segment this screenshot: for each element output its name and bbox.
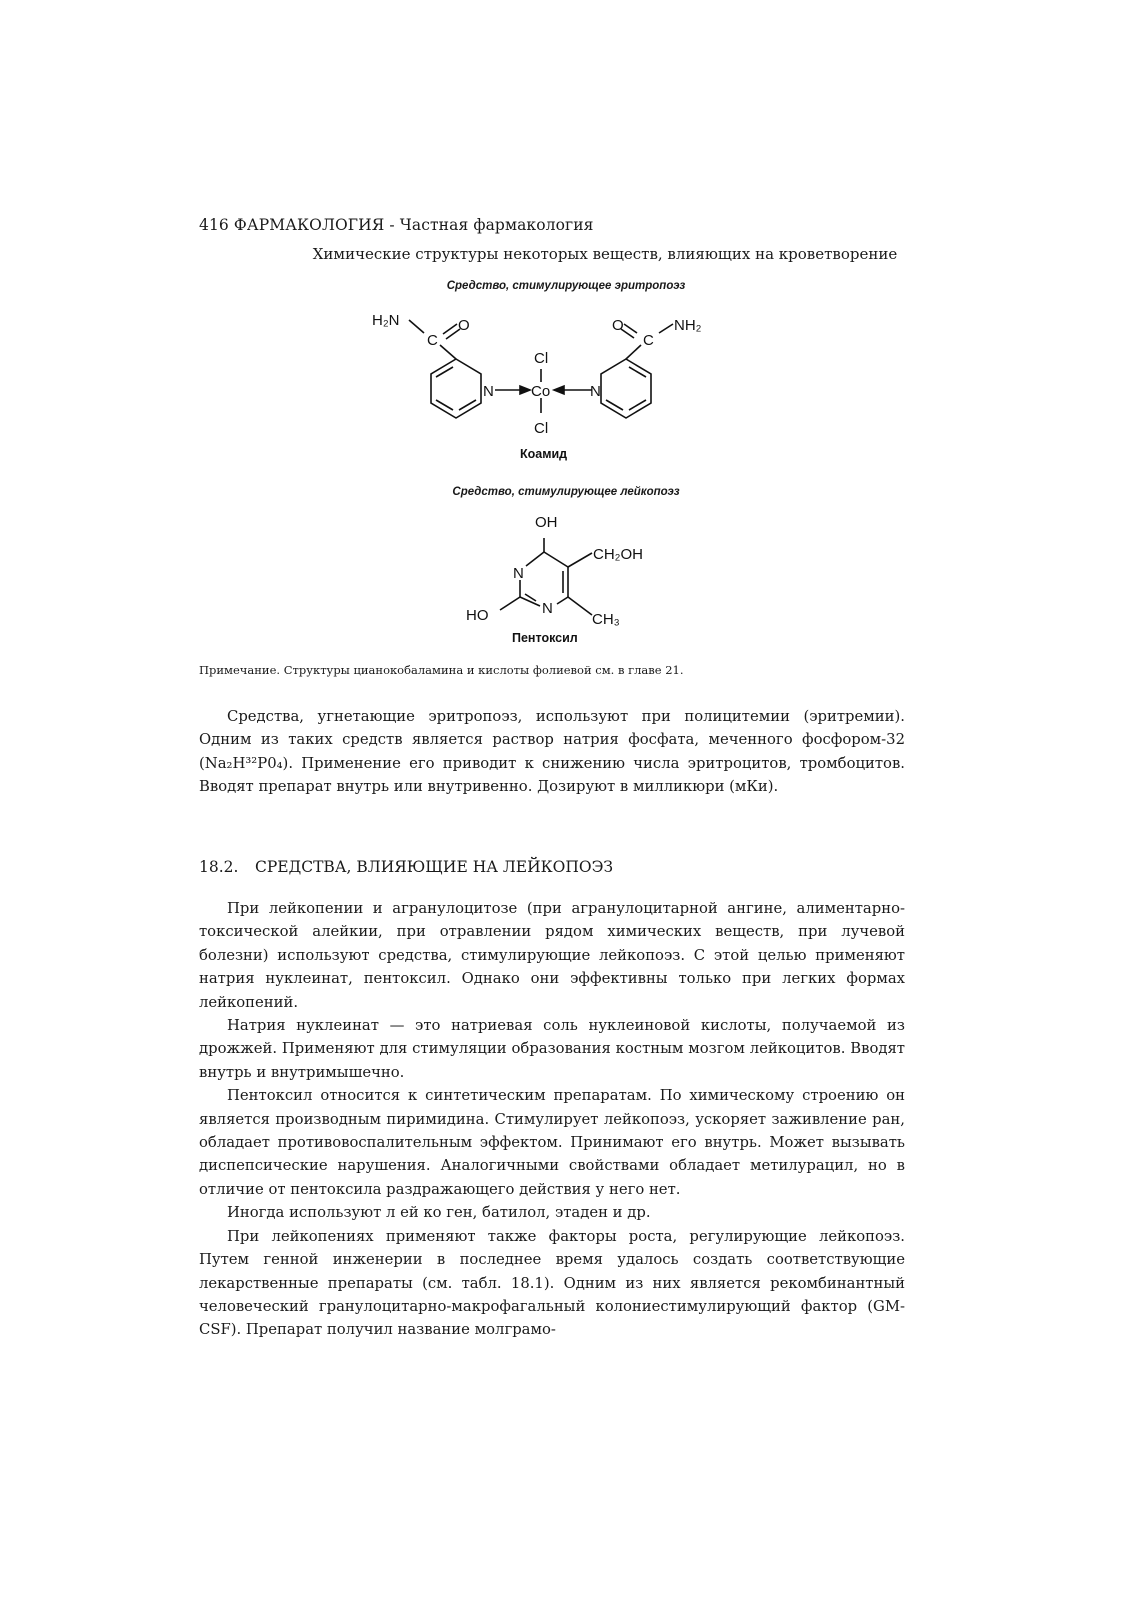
pentoxyl-name: Пентоксил [512, 631, 578, 645]
section-body [199, 897, 905, 1342]
nh2-label: NH₂ [674, 317, 702, 334]
paragraph: Средства, угнетающие эритропоэз, используют при полицитемии (эритремии). Одним из таких средств является раствор натрия фосфата, меченного фосфором-32 (Na₂H³²P0₄). Применение его приводит к снижению числа эритроцитов, тромбоцитов. Вводят препарат внутрь или внутривенно. Дозируют в милликюри (мКи). [199, 708, 905, 796]
n-left-label: N [483, 383, 494, 400]
c-right-label: C [643, 332, 654, 349]
ch3-label: CH₃ [592, 611, 620, 628]
page-header: 416 ФАРМАКОЛОГИЯ - Частная фармакология [199, 216, 594, 234]
paragraph-erythropoiesis [199, 705, 905, 799]
figure-note: Примечание. Структуры цианокобаламина и кислоты фолиевой см. в главе 21. [199, 663, 684, 677]
section-title: СРЕДСТВА, ВЛИЯЮЩИЕ НА ЛЕЙКОПОЭЗ [255, 858, 614, 876]
c-left-label: C [427, 332, 438, 349]
ho-label: HO [466, 607, 489, 624]
paragraph: При лейкопениях применяют также факторы роста, регулирующие лейкопоэз. Путем генной инженерии в последнее время удалось создать соответствующие лекарственные препараты (см. табл. 18.1). Одним из них является рекомбинантный человеческий гранулоцитарно-макрофагальный колониестимулирующий фактор (GM-CSF). Препарат получил название молграмо- [199, 1227, 905, 1339]
paragraph: При лейкопении и агранулоцитозе (при агранулоцитарной ангине, алиментарно-токсической алейкии, при отравлении рядом химических веществ, при лучевой болезни) используют средства, стимулирующие лейкопоэз. С этой целью применяют натрия нуклеинат, пентоксил. Однако они эффективны только при легких формах лейкопений. [199, 900, 905, 1011]
ch2oh-label: CH₂OH [593, 546, 643, 563]
coamide-name: Коамид [520, 447, 568, 461]
co-label: Co [531, 383, 551, 400]
cl-bottom-label: Cl [534, 420, 549, 437]
n-right-label: N [590, 383, 601, 400]
section-heading [199, 858, 613, 876]
section-number: 18.2. [199, 858, 239, 876]
cl-top-label: Cl [534, 350, 549, 367]
figure-title: Химические структуры некоторых веществ, влияющих на кроветворение [312, 245, 898, 263]
figure-section2-label: Средство, стимулирующее лейкопоэз [452, 486, 680, 498]
n3-label: N [542, 600, 553, 617]
o-left-label: O [458, 317, 470, 334]
paragraph: Иногда используют л ей ко ген, батилол, этаден и др. [227, 1204, 651, 1222]
o-right-label: O [612, 317, 624, 334]
figure-section1-label: Средство, стимулирующее эритропоэз [446, 280, 686, 292]
oh-top-label: OH [535, 514, 558, 531]
paragraph: Пентоксил относится к синтетическим препаратам. По химическому строению он является производным пиримидина. Стимулирует лейкопоэз, ускоряет заживление ран, обладает противовоспалительным эффектом. Принимают его внутрь. Может вызывать диспепсические нарушения. Аналогичными свойствами обладает метилурацил, но в отличие от пентоксила раздражающего действия у него нет. [199, 1087, 905, 1198]
h2n-label: H₂N [372, 312, 400, 329]
paragraph: Натрия нуклеинат — это натриевая соль нуклеиновой кислоты, получаемой из дрожжей. Применяют для стимуляции образования костным мозгом лейкоцитов. Вводят внутрь и внутримышечно. [199, 1017, 905, 1081]
n1-label: N [513, 565, 524, 582]
